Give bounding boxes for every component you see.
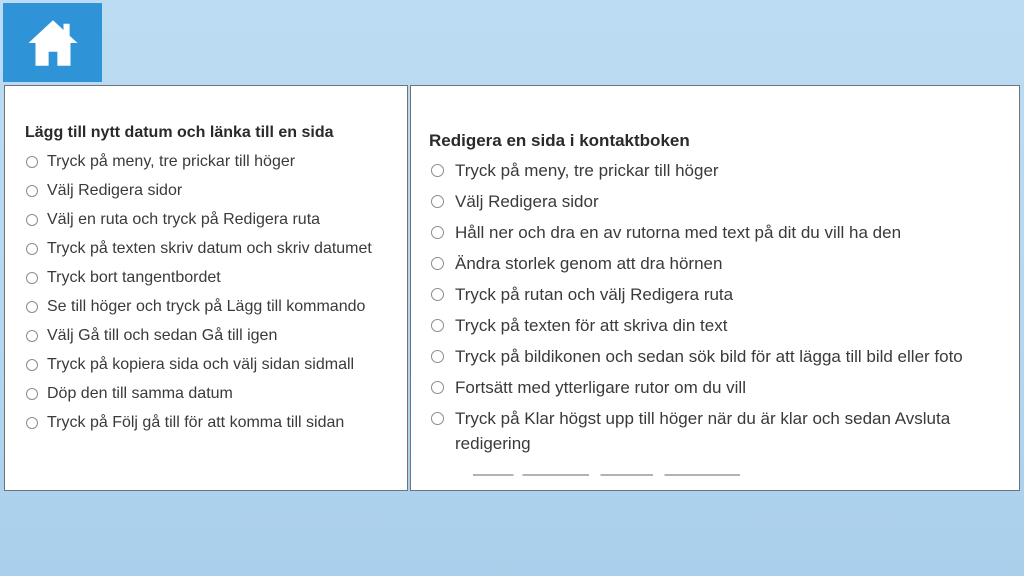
radio-circle-icon[interactable] <box>431 319 444 332</box>
left-item-text: Tryck på meny, tre prickar till höger <box>47 153 296 170</box>
left-item-text: Se till höger och tryck på Lägg till kommando <box>47 298 366 315</box>
right-item-text: Tryck på Klar högst upp till höger när du är klar och sedan Avsluta redigering <box>455 409 951 453</box>
right-checklist-item <box>429 282 1009 307</box>
right-item-text: Håll ner och dra en av rutorna med text på dit du vill ha den <box>455 223 902 242</box>
radio-circle-icon[interactable] <box>26 214 38 226</box>
radio-circle-icon[interactable] <box>431 350 444 363</box>
right-panel-title: Redigera en sida i kontaktboken <box>429 131 690 150</box>
right-item-text: Tryck på texten för att skriva din text <box>455 316 728 335</box>
right-checklist-item <box>429 406 1009 456</box>
right-checklist-item <box>429 189 1009 214</box>
home-icon <box>25 15 81 71</box>
right-item-text: Tryck på meny, tre prickar till höger <box>455 161 719 180</box>
left-checklist-item <box>25 324 397 347</box>
right-checklist-item <box>429 375 1009 400</box>
radio-circle-icon[interactable] <box>26 359 38 371</box>
left-item-text: Tryck på Följ gå till för att komma till sidan <box>47 414 345 431</box>
radio-circle-icon[interactable] <box>26 243 38 255</box>
home-button[interactable] <box>3 3 102 82</box>
right-item-text: Fortsätt med ytterligare rutor om du vill <box>455 378 746 397</box>
radio-circle-icon[interactable] <box>26 330 38 342</box>
left-checklist-item <box>25 208 397 231</box>
radio-circle-icon[interactable] <box>431 226 444 239</box>
radio-circle-icon[interactable] <box>431 381 444 394</box>
right-checklist-item <box>429 220 1009 245</box>
left-item-text: Välj Gå till och sedan Gå till igen <box>47 327 278 344</box>
right-checklist-item <box>429 251 1009 276</box>
right-item-text: Välj Redigera sidor <box>455 192 599 211</box>
left-checklist <box>25 150 397 434</box>
radio-circle-icon[interactable] <box>26 301 38 313</box>
left-item-text: Döp den till samma datum <box>47 385 233 402</box>
left-item-text: Tryck bort tangentbordet <box>47 269 221 286</box>
right-checklist <box>429 158 1009 456</box>
left-checklist-item <box>25 353 397 376</box>
radio-circle-icon[interactable] <box>431 164 444 177</box>
left-checklist-item <box>25 411 397 434</box>
left-checklist-item <box>25 179 397 202</box>
radio-circle-icon[interactable] <box>431 257 444 270</box>
clipped-text-line <box>473 468 763 476</box>
left-checklist-item <box>25 150 397 173</box>
left-item-text: Välj en ruta och tryck på Redigera ruta <box>47 211 321 228</box>
right-instructions-panel <box>410 85 1020 491</box>
radio-circle-icon[interactable] <box>26 272 38 284</box>
radio-circle-icon[interactable] <box>26 388 38 400</box>
radio-circle-icon[interactable] <box>26 156 38 168</box>
left-item-text: Tryck på texten skriv datum och skriv datumet <box>47 240 372 257</box>
right-checklist-item <box>429 158 1009 183</box>
radio-circle-icon[interactable] <box>431 195 444 208</box>
right-item-text: Tryck på rutan och välj Redigera ruta <box>455 285 734 304</box>
right-checklist-item <box>429 313 1009 338</box>
radio-circle-icon[interactable] <box>26 185 38 197</box>
left-item-text: Välj Redigera sidor <box>47 182 183 199</box>
left-panel-title: Lägg till nytt datum och länka till en sida <box>25 124 334 141</box>
right-item-text: Tryck på bildikonen och sedan sök bild för att lägga till bild eller foto <box>455 347 963 366</box>
radio-circle-icon[interactable] <box>431 412 444 425</box>
radio-circle-icon[interactable] <box>26 417 38 429</box>
right-checklist-item <box>429 344 1009 369</box>
left-checklist-item <box>25 295 397 318</box>
left-instructions-panel <box>4 85 408 491</box>
left-checklist-item <box>25 237 397 260</box>
right-item-text: Ändra storlek genom att dra hörnen <box>455 254 723 273</box>
left-checklist-item <box>25 266 397 289</box>
left-item-text: Tryck på kopiera sida och välj sidan sidmall <box>47 356 355 373</box>
left-checklist-item <box>25 382 397 405</box>
radio-circle-icon[interactable] <box>431 288 444 301</box>
